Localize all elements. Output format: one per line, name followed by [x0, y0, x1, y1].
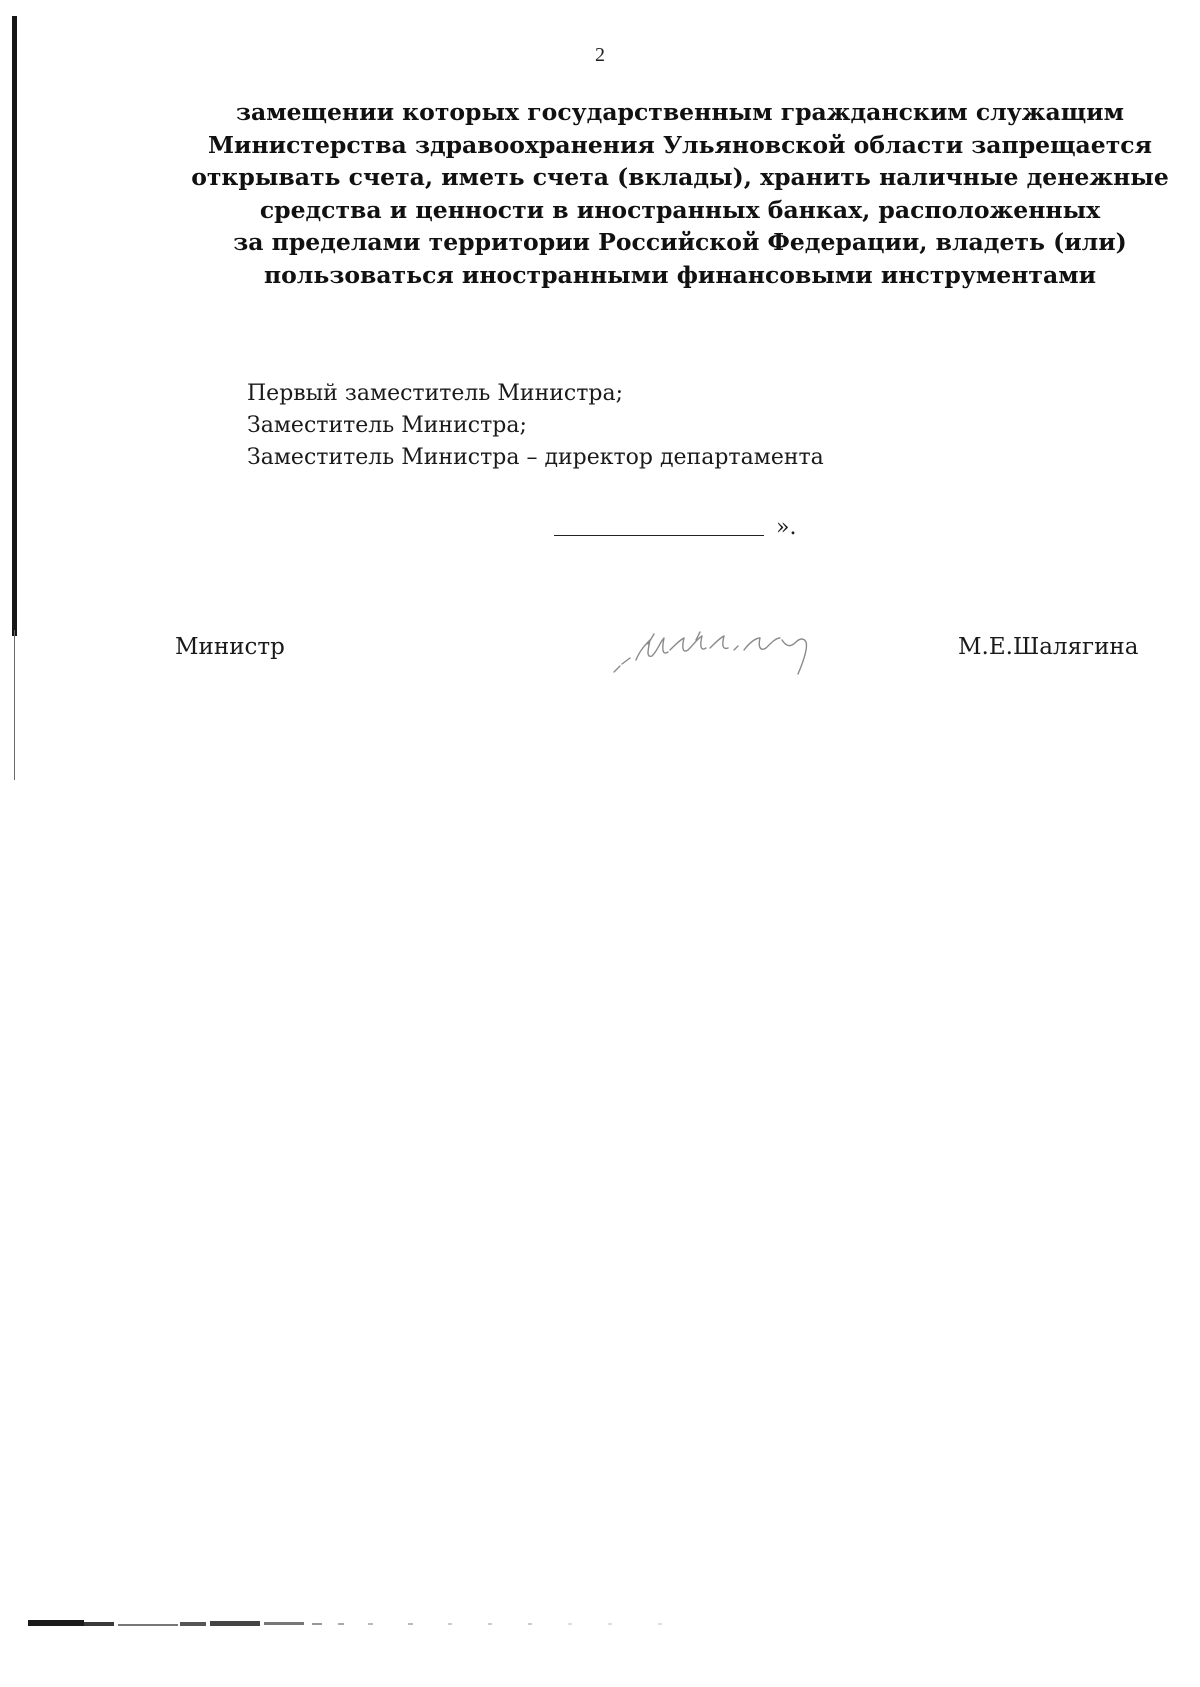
signature-block	[0, 630, 1200, 690]
blank-underline	[554, 535, 764, 536]
heading-line: замещении которых государственным гражданским служащим	[235, 98, 1125, 126]
page-number: 2	[595, 44, 605, 66]
heading-line: за пределами территории Российской Федерации, владеть (или)	[233, 228, 1127, 256]
closing-line	[554, 508, 796, 540]
handwritten-signature-icon	[610, 620, 840, 680]
position-item: Заместитель Министра;	[247, 413, 527, 438]
heading-line: Министерства здравоохранения Ульяновской области запрещается	[208, 130, 1152, 159]
closing-quote: ».	[776, 515, 797, 540]
positions-list	[247, 378, 824, 474]
heading-line: открывать счета, иметь счета (вклады), хранить наличные денежные	[191, 163, 1169, 191]
scan-bottom-artifact	[28, 1618, 678, 1632]
document-heading	[100, 96, 1200, 291]
signatory-name: М.Е.Шалягина	[958, 634, 1139, 660]
heading-line: пользоваться иностранными финансовыми инструментами	[263, 260, 1097, 289]
signatory-title: Министр	[175, 634, 285, 660]
position-item: Первый заместитель Министра;	[247, 381, 623, 406]
position-item: Заместитель Министра – директор департамента	[247, 445, 824, 470]
scan-binding-edge	[12, 16, 17, 636]
heading-line: средства и ценности в иностранных банках, расположенных	[259, 195, 1101, 224]
